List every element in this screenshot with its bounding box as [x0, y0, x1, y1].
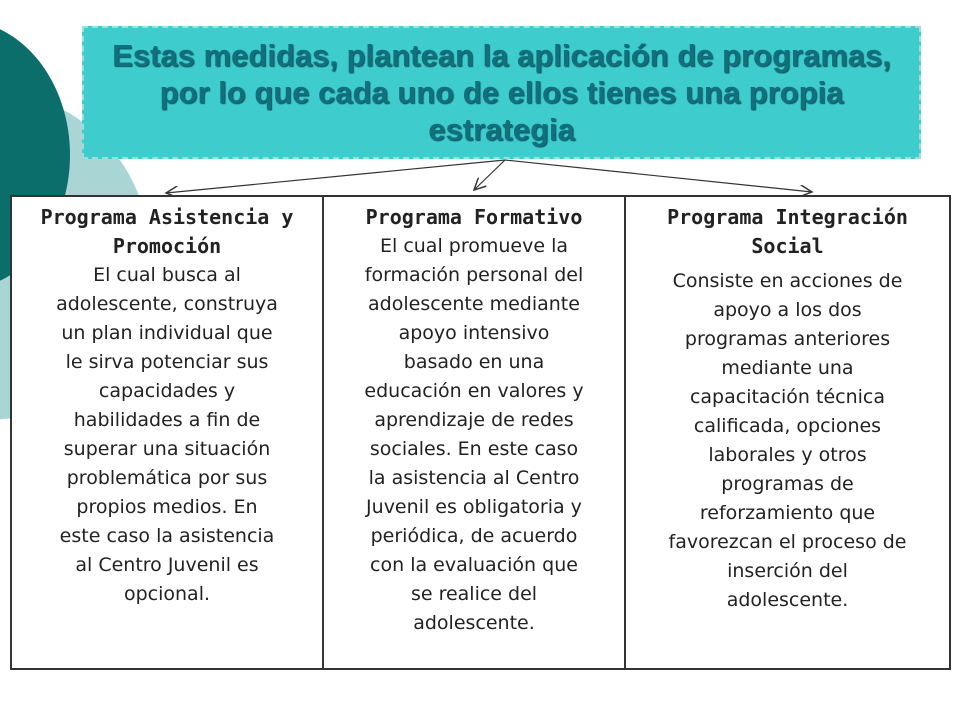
program-title: Programa Formativo — [365, 205, 583, 229]
program-description: Consiste en acciones de apoyo a los dos programas anteriores mediante una capacitación técnica calificada, opciones laborales y otros programas de reforzamiento que favorezcan el proceso de inserción del adolescente. — [668, 270, 907, 611]
program-title: Programa Asistencia y Promoción — [40, 205, 294, 258]
program-title: Programa Integración Social — [667, 205, 908, 258]
arrow-to-program-1 — [166, 160, 505, 193]
programs-table — [10, 195, 951, 670]
program-column-formativo — [322, 197, 624, 668]
arrow-to-program-2 — [474, 160, 505, 190]
program-column-asistencia — [12, 197, 322, 668]
arrow-to-program-3 — [505, 160, 812, 192]
program-description: El cual promueve la formación personal del adolescente mediante apoyo intensivo basado en una educación en valores y aprendizaje de redes sociales. En este caso la asistencia al Centro Juvenil es obligatoria y periódica, de acuerdo con la evaluación que se realice del adolescente. — [364, 235, 584, 634]
program-description: El cual busca al adolescente, construya un plan individual que le sirva potenciar sus capacidades y habilidades a fin de superar una situación problemática por sus propios medios. En este caso la asistencia al Centro Juvenil es opcional. — [56, 264, 278, 605]
program-column-integracion — [624, 197, 949, 668]
heading-text: Estas medidas, plantean la aplicación de programas, por lo que cada uno de ellos tienes una propia estrategia — [112, 38, 891, 147]
